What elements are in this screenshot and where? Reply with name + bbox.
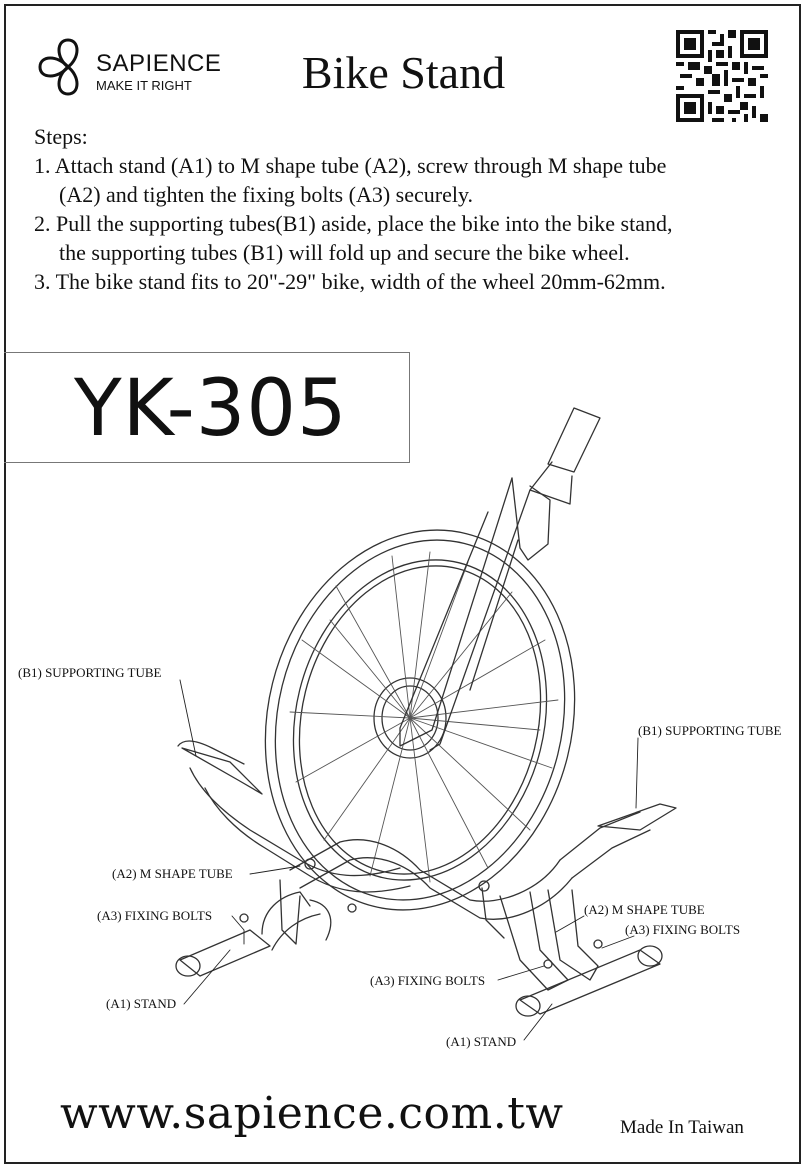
steps-section: [34, 122, 784, 296]
label-b1-left: (B1) SUPPORTING TUBE: [18, 665, 162, 680]
label-a3-left: (A3) FIXING BOLTS: [97, 908, 213, 923]
page-title: Bike Stand: [301, 47, 506, 98]
qr-code-icon: [676, 30, 768, 122]
brand-tagline: MAKE IT RIGHT: [96, 78, 192, 93]
label-a2-left: (A2) M SHAPE TUBE: [112, 866, 233, 881]
label-a3-center: (A3) FIXING BOLTS: [370, 973, 486, 988]
made-in-label: Made In Taiwan: [620, 1117, 744, 1138]
model-number: YK-305: [74, 364, 348, 454]
step-line: 2. Pull the supporting tubes(B1) aside, place the bike into the bike stand,: [34, 211, 673, 236]
website-url: www.sapience.com.tw: [60, 1088, 564, 1139]
steps-heading: Steps:: [34, 124, 88, 149]
step-line: the supporting tubes (B1) will fold up and secure the bike wheel.: [59, 240, 630, 265]
label-a1-left: (A1) STAND: [106, 996, 177, 1011]
label-a1-right: (A1) STAND: [446, 1034, 517, 1049]
label-b1-right: (B1) SUPPORTING TUBE: [638, 723, 782, 738]
step-line: (A2) and tighten the fixing bolts (A3) securely.: [59, 182, 474, 207]
step-line: 1. Attach stand (A1) to M shape tube (A2), screw through M shape tube: [34, 153, 667, 178]
step-line: 3. The bike stand fits to 20"-29" bike, width of the wheel 20mm-62mm.: [34, 269, 666, 294]
brand-name: SAPIENCE: [96, 50, 222, 77]
label-a2-right: (A2) M SHAPE TUBE: [584, 902, 705, 917]
label-a3-right: (A3) FIXING BOLTS: [625, 922, 741, 937]
